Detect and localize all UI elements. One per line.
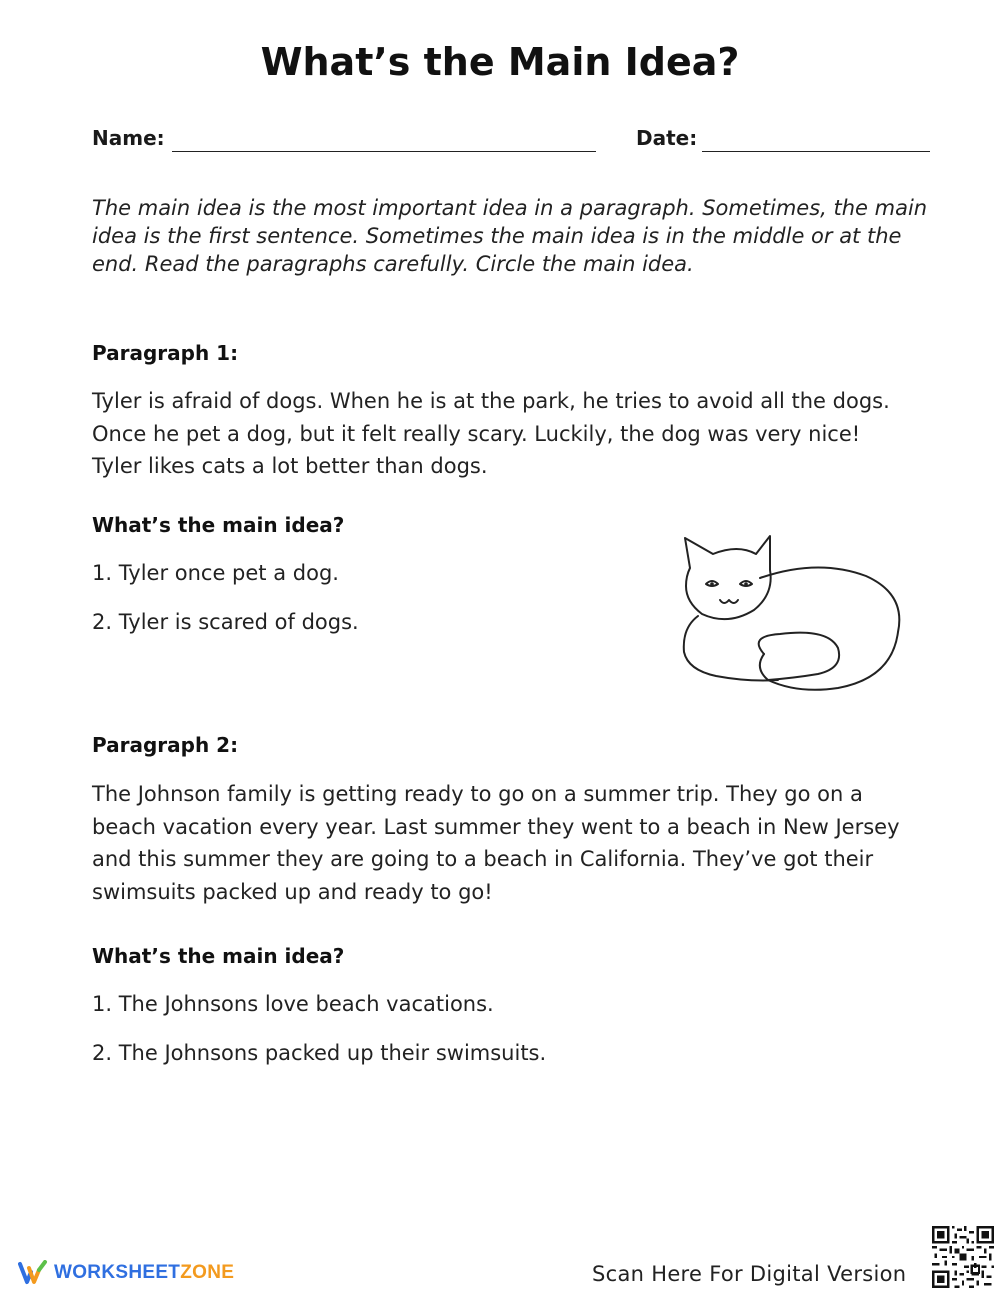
cat-illustration [668, 528, 918, 698]
brand-name-part1: WORKSHEET [54, 1262, 181, 1283]
paragraph-2-line: beach vacation every year. Last summer they went to a beach in New Jersey [92, 814, 900, 839]
date-line[interactable] [702, 151, 930, 152]
paragraph-2-line: The Johnson family is getting ready to go on a summer trip. They go on a [92, 782, 863, 806]
scan-caption: Scan Here For Digital Version [592, 1262, 907, 1286]
date-label: Date: [636, 126, 698, 150]
question-2-heading: What’s the main idea? [92, 944, 345, 968]
worksheetzone-logo[interactable] [18, 1257, 234, 1289]
question-1-option-2[interactable]: 2. Tyler is scared of dogs. [92, 610, 359, 634]
paragraph-1-heading: Paragraph 1: [92, 341, 239, 365]
paragraph-2-line: and this summer they are going to a beach in California. They’ve got their [92, 847, 874, 871]
paragraph-1-text [92, 385, 972, 483]
paragraph-2-heading: Paragraph 2: [92, 733, 239, 757]
name-line[interactable] [172, 151, 596, 152]
paragraph-1-line: Tyler is afraid of dogs. When he is at the park, he tries to avoid all the dogs. [92, 389, 890, 413]
question-1-option-1[interactable]: 1. Tyler once pet a dog. [92, 561, 339, 585]
page-title: What’s the Main Idea? [260, 40, 740, 84]
paragraph-2-line: swimsuits packed up and ready to go! [92, 879, 493, 904]
brand-name [54, 1262, 234, 1284]
name-label: Name: [92, 126, 165, 150]
paragraph-2-text [92, 778, 972, 908]
paragraph-1-line: Once he pet a dog, but it felt really scary. Luckily, the dog was very nice! [92, 421, 861, 446]
question-1-heading: What’s the main idea? [92, 513, 345, 537]
question-2-option-2[interactable]: 2. The Johnsons packed up their swimsuits. [92, 1041, 547, 1065]
qr-code-icon[interactable] [932, 1226, 994, 1288]
worksheetzone-logo-icon [18, 1260, 48, 1286]
paragraph-1-line: Tyler likes cats a lot better than dogs. [92, 454, 488, 478]
instructions: The main idea is the most important idea in a paragraph. Sometimes, the main idea is the first sentence. Sometimes the main idea is in the middle or at the end. Read the paragraphs carefully. Circle the main idea. [92, 196, 928, 276]
question-2-option-1[interactable]: 1. The Johnsons love beach vacations. [92, 992, 494, 1016]
brand-name-part2: ZONE [180, 1262, 235, 1283]
